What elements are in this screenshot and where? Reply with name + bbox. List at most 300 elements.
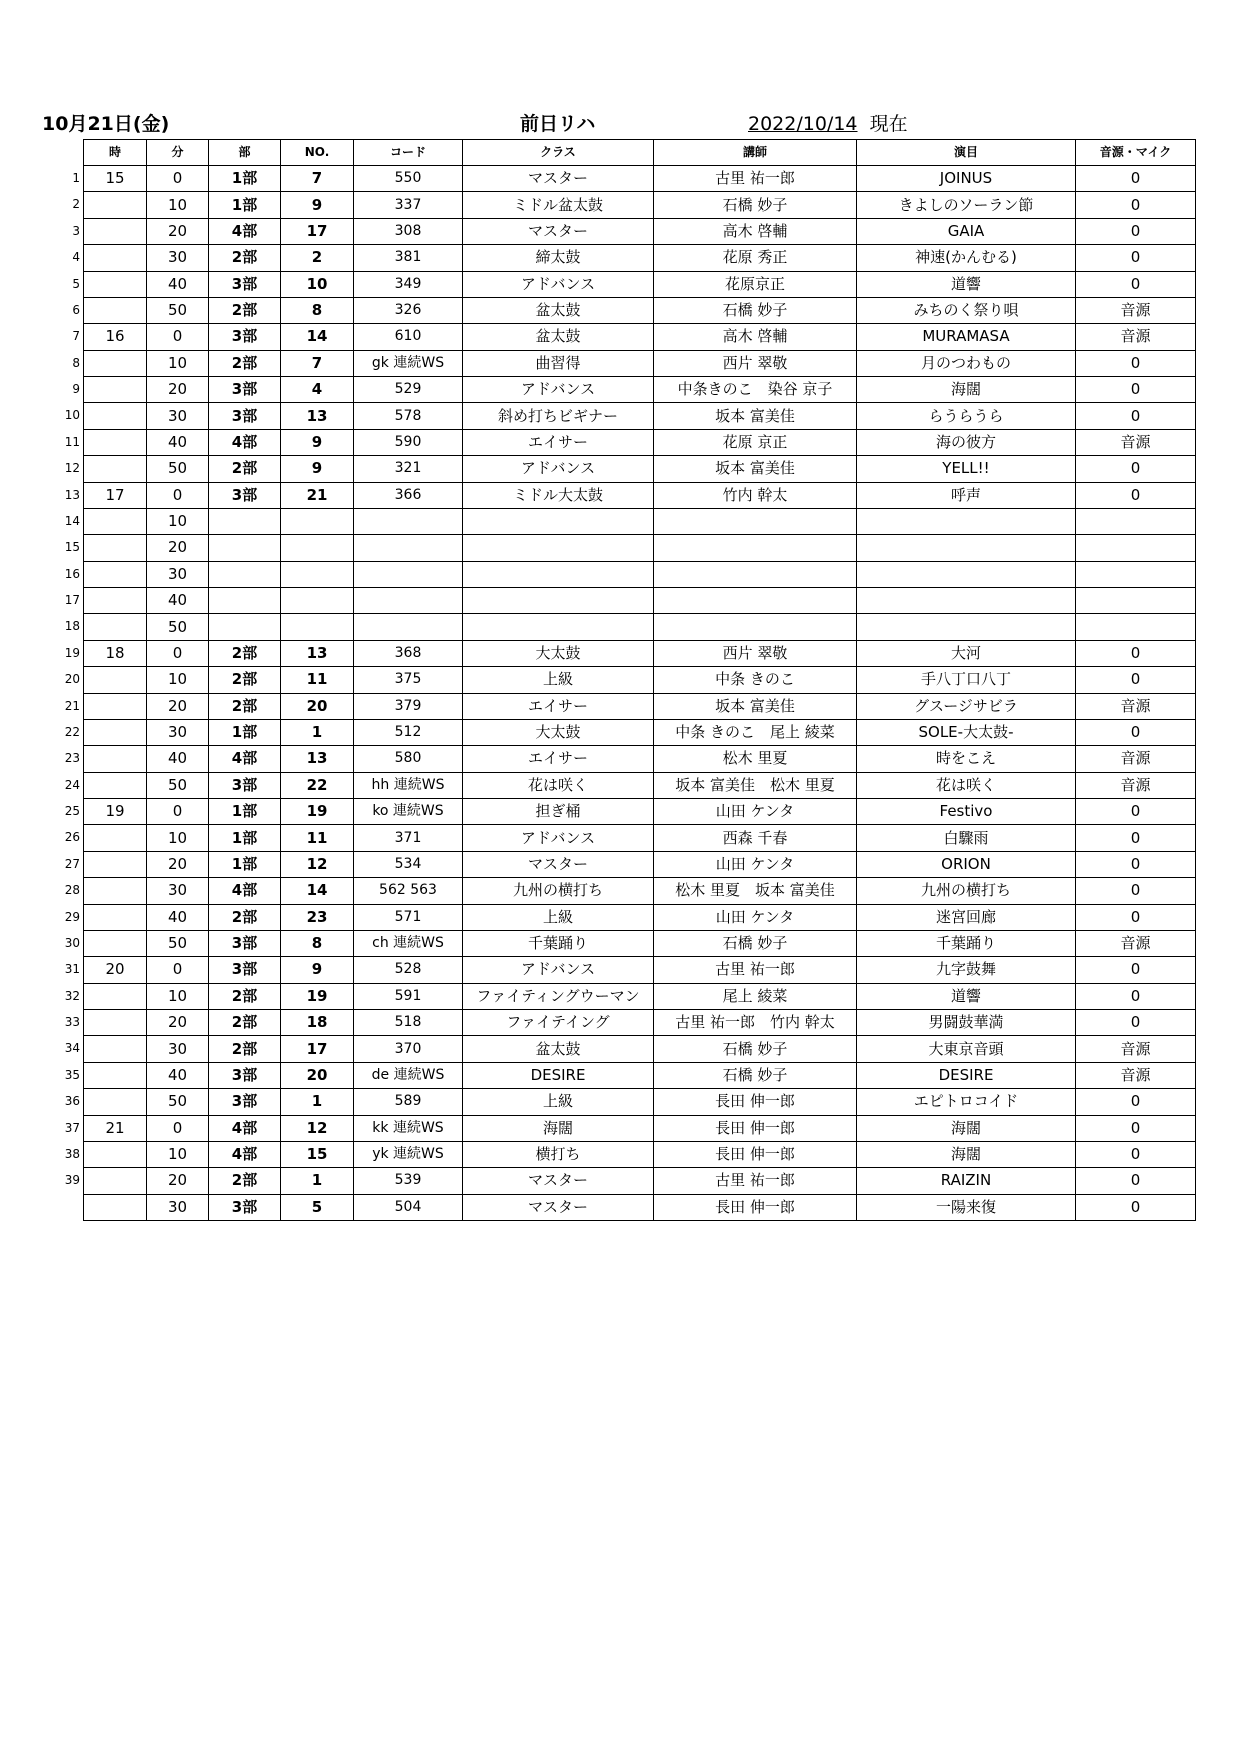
cell-audio-mic: 0 <box>1076 1141 1196 1167</box>
cell-minute: 40 <box>147 746 209 772</box>
cell-part: 4部 <box>209 429 281 455</box>
table-row <box>84 297 1196 323</box>
cell-minute: 30 <box>147 561 209 587</box>
cell-minute: 20 <box>147 535 209 561</box>
cell-minute: 50 <box>147 772 209 798</box>
cell-hour: 17 <box>84 482 147 508</box>
cell-minute: 20 <box>147 377 209 403</box>
cell-audio-mic: 0 <box>1076 799 1196 825</box>
cell-part: 3部 <box>209 1089 281 1115</box>
cell-hour <box>84 1089 147 1115</box>
cell-hour <box>84 878 147 904</box>
cell-audio-mic: 音源 <box>1076 930 1196 956</box>
cell-no <box>281 588 354 614</box>
cell-minute: 50 <box>147 614 209 640</box>
cell-piece: みちのく祭り唄 <box>857 297 1076 323</box>
cell-piece: 海闊 <box>857 377 1076 403</box>
cell-hour <box>84 693 147 719</box>
row-number: 15 <box>64 540 80 555</box>
cell-audio-mic <box>1076 588 1196 614</box>
cell-teacher: 中条 きのこ 尾上 綾菜 <box>654 719 857 745</box>
cell-piece: YELL!! <box>857 456 1076 482</box>
cell-hour <box>84 456 147 482</box>
cell-audio-mic: 0 <box>1076 878 1196 904</box>
row-number: 35 <box>64 1067 80 1082</box>
cell-audio-mic: 0 <box>1076 719 1196 745</box>
cell-code: 308 <box>354 218 463 244</box>
col-header-hour: 時 <box>84 140 147 166</box>
cell-class: ミドル大太鼓 <box>463 482 654 508</box>
cell-hour <box>84 825 147 851</box>
cell-hour <box>84 904 147 930</box>
cell-minute: 10 <box>147 192 209 218</box>
cell-piece: 男闘鼓華満 <box>857 1010 1076 1036</box>
cell-no: 13 <box>281 746 354 772</box>
cell-class <box>463 508 654 534</box>
cell-piece: GAIA <box>857 218 1076 244</box>
cell-part: 4部 <box>209 878 281 904</box>
cell-audio-mic: 0 <box>1076 1115 1196 1141</box>
cell-part: 3部 <box>209 271 281 297</box>
cell-hour: 21 <box>84 1115 147 1141</box>
row-number: 1 <box>72 171 80 185</box>
cell-piece: SOLE-大太鼓- <box>857 719 1076 745</box>
cell-piece: DESIRE <box>857 1062 1076 1088</box>
cell-teacher: 石橋 妙子 <box>654 297 857 323</box>
cell-audio-mic <box>1076 561 1196 587</box>
cell-audio-mic: 音源 <box>1076 324 1196 350</box>
table-row <box>84 772 1196 798</box>
cell-minute: 30 <box>147 403 209 429</box>
cell-hour <box>84 245 147 271</box>
cell-teacher: 花原京正 <box>654 271 857 297</box>
cell-code: 591 <box>354 983 463 1009</box>
cell-hour <box>84 192 147 218</box>
cell-minute: 50 <box>147 930 209 956</box>
cell-no: 11 <box>281 825 354 851</box>
cell-piece: 大河 <box>857 640 1076 666</box>
cell-minute: 10 <box>147 508 209 534</box>
cell-part: 1部 <box>209 719 281 745</box>
cell-hour: 16 <box>84 324 147 350</box>
cell-audio-mic: 0 <box>1076 1010 1196 1036</box>
cell-hour: 19 <box>84 799 147 825</box>
cell-piece: 九州の横打ち <box>857 878 1076 904</box>
cell-teacher <box>654 614 857 640</box>
cell-no <box>281 614 354 640</box>
cell-teacher: 長田 伸一郎 <box>654 1089 857 1115</box>
table-row <box>84 1168 1196 1194</box>
table-row <box>84 930 1196 956</box>
cell-minute: 40 <box>147 271 209 297</box>
cell-code: hh 連続WS <box>354 772 463 798</box>
cell-class: アドバンス <box>463 271 654 297</box>
cell-no: 20 <box>281 693 354 719</box>
cell-hour <box>84 614 147 640</box>
cell-teacher: 石橋 妙子 <box>654 930 857 956</box>
cell-piece: 迷宮回廊 <box>857 904 1076 930</box>
cell-piece <box>857 614 1076 640</box>
cell-no: 22 <box>281 772 354 798</box>
cell-teacher: 高木 啓輔 <box>654 218 857 244</box>
cell-piece: エピトロコイド <box>857 1089 1076 1115</box>
cell-no <box>281 535 354 561</box>
cell-code: 349 <box>354 271 463 297</box>
cell-class: 大太鼓 <box>463 719 654 745</box>
cell-teacher: 坂本 富美佳 <box>654 693 857 719</box>
cell-teacher: 花原 秀正 <box>654 245 857 271</box>
cell-class: 上級 <box>463 1089 654 1115</box>
col-header-minute: 分 <box>147 140 209 166</box>
cell-audio-mic: 0 <box>1076 1089 1196 1115</box>
cell-code <box>354 535 463 561</box>
cell-minute: 20 <box>147 693 209 719</box>
document-title: 前日リハ <box>520 113 596 135</box>
cell-audio-mic: 0 <box>1076 403 1196 429</box>
cell-part <box>209 508 281 534</box>
cell-audio-mic <box>1076 535 1196 561</box>
cell-teacher: 坂本 富美佳 <box>654 456 857 482</box>
table-row <box>84 983 1196 1009</box>
cell-hour <box>84 983 147 1009</box>
col-header-audio-mic: 音源・マイク <box>1076 140 1196 166</box>
cell-teacher <box>654 535 857 561</box>
cell-piece: ORION <box>857 851 1076 877</box>
row-number: 21 <box>64 698 80 713</box>
cell-code: 321 <box>354 456 463 482</box>
cell-class: 締太鼓 <box>463 245 654 271</box>
cell-hour <box>84 297 147 323</box>
cell-minute: 50 <box>147 297 209 323</box>
cell-audio-mic: 0 <box>1076 166 1196 192</box>
cell-class: 斜め打ちビギナー <box>463 403 654 429</box>
cell-audio-mic: 0 <box>1076 825 1196 851</box>
col-header-class: クラス <box>463 140 654 166</box>
table-row <box>84 1036 1196 1062</box>
cell-class: アドバンス <box>463 825 654 851</box>
table-row <box>84 561 1196 587</box>
cell-piece: 道響 <box>857 983 1076 1009</box>
cell-no: 1 <box>281 1168 354 1194</box>
cell-code: ch 連続WS <box>354 930 463 956</box>
col-header-teacher: 講師 <box>654 140 857 166</box>
cell-teacher <box>654 588 857 614</box>
table-row <box>84 878 1196 904</box>
cell-hour <box>84 719 147 745</box>
cell-class: 盆太鼓 <box>463 324 654 350</box>
cell-minute: 40 <box>147 904 209 930</box>
table-row <box>84 851 1196 877</box>
cell-audio-mic <box>1076 508 1196 534</box>
table-row <box>84 482 1196 508</box>
cell-no: 21 <box>281 482 354 508</box>
table-row <box>84 271 1196 297</box>
cell-hour <box>84 667 147 693</box>
cell-hour <box>84 1062 147 1088</box>
cell-part: 2部 <box>209 297 281 323</box>
cell-part: 3部 <box>209 930 281 956</box>
cell-code: 504 <box>354 1194 463 1220</box>
row-number: 19 <box>64 645 80 660</box>
table-row <box>84 640 1196 666</box>
cell-teacher: 松木 里夏 <box>654 746 857 772</box>
cell-hour <box>84 1194 147 1220</box>
cell-audio-mic: 音源 <box>1076 429 1196 455</box>
cell-teacher: 松木 里夏 坂本 富美佳 <box>654 878 857 904</box>
cell-teacher: 花原 京正 <box>654 429 857 455</box>
cell-audio-mic: 音源 <box>1076 1036 1196 1062</box>
cell-hour <box>84 271 147 297</box>
cell-class <box>463 614 654 640</box>
col-header-code: コード <box>354 140 463 166</box>
table-row <box>84 614 1196 640</box>
row-number: 28 <box>64 883 80 898</box>
cell-minute: 40 <box>147 429 209 455</box>
cell-teacher: 坂本 富美佳 <box>654 403 857 429</box>
col-header-no: NO. <box>281 140 354 166</box>
cell-no: 14 <box>281 324 354 350</box>
cell-minute: 10 <box>147 825 209 851</box>
cell-minute: 0 <box>147 640 209 666</box>
cell-minute: 20 <box>147 1010 209 1036</box>
cell-no <box>281 508 354 534</box>
cell-hour: 18 <box>84 640 147 666</box>
cell-no: 12 <box>281 851 354 877</box>
cell-audio-mic: 0 <box>1076 482 1196 508</box>
row-number: 8 <box>72 355 80 370</box>
row-number: 26 <box>64 830 80 845</box>
cell-audio-mic: 0 <box>1076 456 1196 482</box>
cell-audio-mic: 0 <box>1076 1194 1196 1220</box>
cell-no: 15 <box>281 1141 354 1167</box>
row-number: 32 <box>64 988 80 1003</box>
table-row <box>84 588 1196 614</box>
cell-code: 590 <box>354 429 463 455</box>
cell-part: 2部 <box>209 667 281 693</box>
row-number: 29 <box>64 909 80 924</box>
cell-code: 370 <box>354 1036 463 1062</box>
cell-piece <box>857 508 1076 534</box>
cell-no: 9 <box>281 456 354 482</box>
cell-class: 花は咲く <box>463 772 654 798</box>
row-number: 16 <box>64 566 80 581</box>
cell-no: 9 <box>281 957 354 983</box>
cell-piece: 一陽来復 <box>857 1194 1076 1220</box>
row-number: 23 <box>64 751 80 766</box>
cell-class: マスター <box>463 851 654 877</box>
cell-part: 4部 <box>209 746 281 772</box>
cell-class: 九州の横打ち <box>463 878 654 904</box>
cell-part: 2部 <box>209 456 281 482</box>
cell-no: 20 <box>281 1062 354 1088</box>
cell-code <box>354 588 463 614</box>
table-row <box>84 1089 1196 1115</box>
cell-part: 2部 <box>209 1036 281 1062</box>
table-row <box>84 456 1196 482</box>
cell-code: 550 <box>354 166 463 192</box>
cell-code <box>354 614 463 640</box>
cell-no: 7 <box>281 166 354 192</box>
cell-piece: 海闊 <box>857 1115 1076 1141</box>
row-number: 20 <box>64 672 80 687</box>
cell-class: エイサー <box>463 429 654 455</box>
cell-class: アドバンス <box>463 456 654 482</box>
cell-no: 12 <box>281 1115 354 1141</box>
cell-part <box>209 535 281 561</box>
cell-hour <box>84 508 147 534</box>
cell-part: 3部 <box>209 1194 281 1220</box>
cell-code <box>354 561 463 587</box>
cell-part: 3部 <box>209 1062 281 1088</box>
cell-code: 578 <box>354 403 463 429</box>
cell-piece <box>857 588 1076 614</box>
row-number: 22 <box>64 724 80 739</box>
cell-part: 2部 <box>209 1010 281 1036</box>
row-number: 13 <box>64 487 80 502</box>
cell-no: 1 <box>281 719 354 745</box>
table-row <box>84 403 1196 429</box>
cell-no: 9 <box>281 429 354 455</box>
cell-code: ko 連続WS <box>354 799 463 825</box>
cell-no: 4 <box>281 377 354 403</box>
cell-no <box>281 561 354 587</box>
cell-hour <box>84 535 147 561</box>
cell-teacher: 竹内 幹太 <box>654 482 857 508</box>
cell-part: 1部 <box>209 192 281 218</box>
row-number: 9 <box>72 382 80 396</box>
cell-class: アドバンス <box>463 957 654 983</box>
cell-piece: グスージサビラ <box>857 693 1076 719</box>
cell-no: 8 <box>281 297 354 323</box>
cell-minute: 30 <box>147 878 209 904</box>
cell-hour <box>84 746 147 772</box>
cell-class: 海闊 <box>463 1115 654 1141</box>
table-row <box>84 957 1196 983</box>
table-header-row <box>84 140 1196 166</box>
cell-no: 19 <box>281 799 354 825</box>
cell-piece: きよしのソーラン節 <box>857 192 1076 218</box>
cell-code: gk 連続WS <box>354 350 463 376</box>
cell-code: 580 <box>354 746 463 772</box>
cell-audio-mic: 0 <box>1076 983 1196 1009</box>
cell-teacher: 山田 ケンタ <box>654 904 857 930</box>
cell-audio-mic: 音源 <box>1076 693 1196 719</box>
cell-piece: RAIZIN <box>857 1168 1076 1194</box>
cell-minute: 0 <box>147 166 209 192</box>
table-row <box>84 904 1196 930</box>
cell-minute: 30 <box>147 1036 209 1062</box>
table-row <box>84 667 1196 693</box>
cell-code: 512 <box>354 719 463 745</box>
row-number: 3 <box>72 223 80 238</box>
row-number: 36 <box>64 1094 80 1109</box>
table-row <box>84 1141 1196 1167</box>
cell-audio-mic <box>1076 614 1196 640</box>
cell-class: 千葉踊り <box>463 930 654 956</box>
cell-piece: 海の彼方 <box>857 429 1076 455</box>
table-row <box>84 508 1196 534</box>
cell-teacher: 長田 伸一郎 <box>654 1115 857 1141</box>
cell-no: 10 <box>281 271 354 297</box>
cell-hour <box>84 377 147 403</box>
cell-audio-mic: 0 <box>1076 218 1196 244</box>
table-row <box>84 746 1196 772</box>
cell-hour <box>84 1036 147 1062</box>
cell-no: 8 <box>281 930 354 956</box>
cell-audio-mic: 0 <box>1076 667 1196 693</box>
cell-minute: 50 <box>147 456 209 482</box>
cell-teacher: 西片 翠敬 <box>654 640 857 666</box>
row-number: 30 <box>64 935 80 950</box>
cell-part: 3部 <box>209 772 281 798</box>
cell-teacher <box>654 561 857 587</box>
cell-no: 18 <box>281 1010 354 1036</box>
table-row <box>84 799 1196 825</box>
cell-code: 589 <box>354 1089 463 1115</box>
cell-hour <box>84 1141 147 1167</box>
cell-part: 1部 <box>209 851 281 877</box>
row-number: 33 <box>64 1015 80 1029</box>
cell-hour <box>84 588 147 614</box>
cell-piece: 呼声 <box>857 482 1076 508</box>
cell-audio-mic: 音源 <box>1076 297 1196 323</box>
cell-piece: JOINUS <box>857 166 1076 192</box>
cell-piece: 千葉踊り <box>857 930 1076 956</box>
table-row <box>84 245 1196 271</box>
table-row <box>84 1194 1196 1220</box>
row-number: 11 <box>64 434 80 449</box>
cell-audio-mic: 0 <box>1076 377 1196 403</box>
cell-no: 23 <box>281 904 354 930</box>
table-row <box>84 218 1196 244</box>
cell-part <box>209 588 281 614</box>
cell-piece: らうらうら <box>857 403 1076 429</box>
cell-no: 9 <box>281 192 354 218</box>
cell-part <box>209 614 281 640</box>
cell-hour <box>84 218 147 244</box>
cell-minute: 10 <box>147 1141 209 1167</box>
cell-piece: 大東京音頭 <box>857 1036 1076 1062</box>
cell-teacher: 古里 祐一郎 <box>654 957 857 983</box>
cell-code: 528 <box>354 957 463 983</box>
cell-part: 1部 <box>209 799 281 825</box>
cell-code: 371 <box>354 825 463 851</box>
cell-code: 518 <box>354 1010 463 1036</box>
cell-part: 2部 <box>209 350 281 376</box>
row-number: 12 <box>64 461 80 476</box>
cell-piece: 海闊 <box>857 1141 1076 1167</box>
cell-part: 4部 <box>209 1115 281 1141</box>
cell-minute: 20 <box>147 851 209 877</box>
cell-part: 2部 <box>209 693 281 719</box>
row-number: 24 <box>64 777 80 792</box>
cell-minute: 10 <box>147 350 209 376</box>
cell-audio-mic: 0 <box>1076 851 1196 877</box>
table-row <box>84 166 1196 192</box>
col-header-part: 部 <box>209 140 281 166</box>
cell-code: 610 <box>354 324 463 350</box>
cell-class: アドバンス <box>463 377 654 403</box>
cell-no: 13 <box>281 403 354 429</box>
table-row <box>84 1010 1196 1036</box>
cell-class: 曲習得 <box>463 350 654 376</box>
cell-audio-mic: 0 <box>1076 1168 1196 1194</box>
cell-class: マスター <box>463 1194 654 1220</box>
row-number: 31 <box>64 962 80 977</box>
cell-class: マスター <box>463 218 654 244</box>
cell-part: 4部 <box>209 218 281 244</box>
row-number: 27 <box>64 856 80 871</box>
